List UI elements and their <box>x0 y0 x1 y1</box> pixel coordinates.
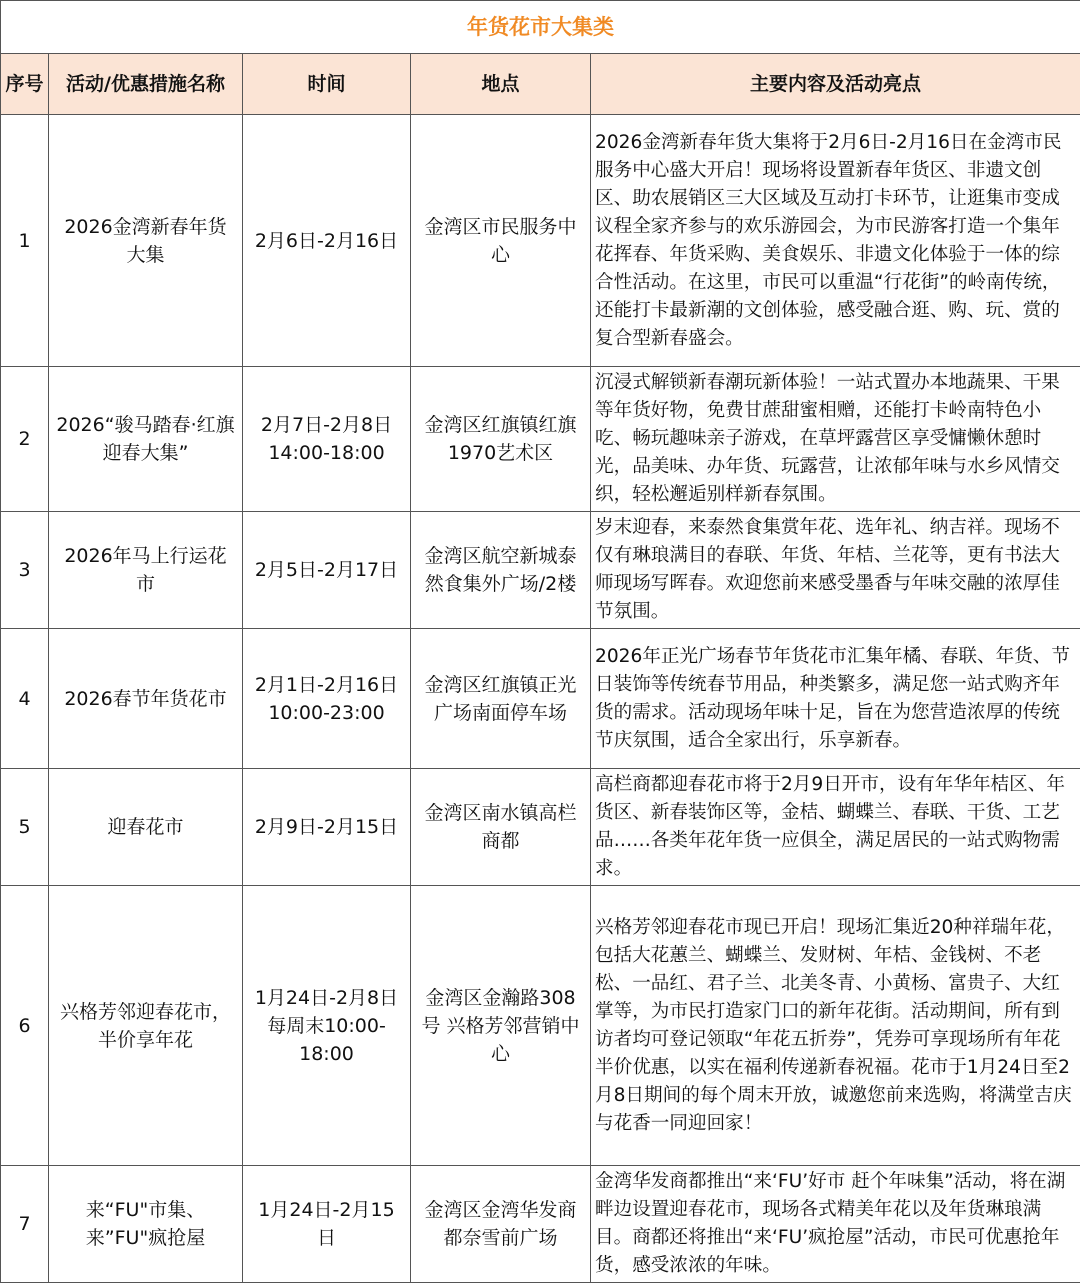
header-row <box>1 54 1080 115</box>
row-time: 2月7日-2月8日 14:00-18:00 <box>243 367 411 512</box>
row-no: 1 <box>1 115 49 367</box>
header-no: 序号 <box>1 54 49 115</box>
row-no: 6 <box>1 886 49 1166</box>
header-place: 地点 <box>411 54 591 115</box>
row-name: 2026春节年货花市 <box>49 629 243 769</box>
row-time: 1月24日-2月8日 每周末10:00-18:00 <box>243 886 411 1166</box>
table-row <box>1 629 1080 769</box>
row-place: 金湾区航空新城泰然食集外广场/2楼 <box>411 512 591 629</box>
row-time: 2月9日-2月15日 <box>243 769 411 886</box>
row-no: 7 <box>1 1166 49 1283</box>
row-time: 2月5日-2月17日 <box>243 512 411 629</box>
row-content: 岁末迎春，来泰然食集赏年花、选年礼、纳吉祥。现场不仅有琳琅满目的春联、年货、年桔、兰花等，更有书法大师现场写晖春。欢迎您前来感受墨香与年味交融的浓厚佳节氛围。 <box>591 512 1080 629</box>
row-place: 金湾区市民服务中心 <box>411 115 591 367</box>
row-content: 高栏商都迎春花市将于2月9日开市，设有年华年桔区、年货区、新春装饰区等，金桔、蝴蝶兰、春联、干货、工艺品……各类年花年货一应俱全，满足居民的一站式购物需求。 <box>591 769 1080 886</box>
row-name: 来“FU"市集、来”FU"疯抢屋 <box>49 1166 243 1283</box>
row-content: 兴格芳邻迎春花市现已开启！现场汇集近20种祥瑞年花，包括大花蕙兰、蝴蝶兰、发财树、年桔、金钱树、不老松、一品红、君子兰、北美冬青、小黄杨、富贵子、大红掌等，为市民打造家门口的新年花街。活动期间，所有到访者均可登记领取“年花五折券”，凭券可享现场所有年花半价优惠，以实在福利传递新春祝福。花市于1月24日至2月8日期间的每个周末开放，诚邀您前来选购，将满堂吉庆与花香一同迎回家！ <box>591 886 1080 1166</box>
header-content: 主要内容及活动亮点 <box>591 54 1080 115</box>
row-time: 2月1日-2月16日 10:00-23:00 <box>243 629 411 769</box>
row-name: 兴格芳邻迎春花市，半价享年花 <box>49 886 243 1166</box>
row-place: 金湾区红旗镇正光广场南面停车场 <box>411 629 591 769</box>
row-name: 2026“骏马踏春·红旗迎春大集” <box>49 367 243 512</box>
row-content: 金湾华发商都推出“来‘FU’好市 赶个年味集”活动，将在湖畔边设置迎春花市，现场各式精美年花以及年货琳琅满目。商都还将推出“来‘FU’疯抢屋”活动，市民可优惠抢年货，感受浓浓的年味。 <box>591 1166 1080 1283</box>
row-no: 4 <box>1 629 49 769</box>
row-no: 3 <box>1 512 49 629</box>
row-place: 金湾区南水镇高栏商都 <box>411 769 591 886</box>
header-time: 时间 <box>243 54 411 115</box>
table-row <box>1 769 1080 886</box>
row-place: 金湾区红旗镇红旗1970艺术区 <box>411 367 591 512</box>
table-row <box>1 115 1080 367</box>
row-place: 金湾区金瀚路308号 兴格芳邻营销中心 <box>411 886 591 1166</box>
row-name: 2026金湾新春年货大集 <box>49 115 243 367</box>
row-content: 2026年正光广场春节年货花市汇集年橘、春联、年货、节日装饰等传统春节用品，种类繁多，满足您一站式购齐年货的需求。活动现场年味十足，旨在为您营造浓厚的传统节庆氛围，适合全家出行，乐享新春。 <box>591 629 1080 769</box>
title-row <box>1 1 1080 54</box>
row-place: 金湾区金湾华发商都奈雪前广场 <box>411 1166 591 1283</box>
row-no: 2 <box>1 367 49 512</box>
row-time: 1月24日-2月15日 <box>243 1166 411 1283</box>
row-content: 沉浸式解锁新春潮玩新体验！一站式置办本地蔬果、干果等年货好物，免费甘蔗甜蜜相赠，还能打卡岭南特色小吃、畅玩趣味亲子游戏，在草坪露营区享受慵懒休憩时光，品美味、办年货、玩露营，让浓郁年味与水乡风情交织，轻松邂逅别样新春氛围。 <box>591 367 1080 512</box>
row-name: 迎春花市 <box>49 769 243 886</box>
table-row <box>1 367 1080 512</box>
table-title: 年货花市大集类 <box>1 1 1080 54</box>
row-no: 5 <box>1 769 49 886</box>
row-content: 2026金湾新春年货大集将于2月6日-2月16日在金湾市民服务中心盛大开启！现场将设置新春年货区、非遗文创区、助农展销区三大区域及互动打卡环节，让逛集市变成议程全家齐参与的欢乐游园会，为市民游客打造一个集年花挥春、年货采购、美食娱乐、非遗文化体验于一体的综合性活动。在这里，市民可以重温“行花街”的岭南传统，还能打卡最新潮的文创体验，感受融合逛、购、玩、赏的复合型新春盛会。 <box>591 115 1080 367</box>
row-name: 2026年马上行运花市 <box>49 512 243 629</box>
header-name: 活动/优惠措施名称 <box>49 54 243 115</box>
row-time: 2月6日-2月16日 <box>243 115 411 367</box>
table-row <box>1 512 1080 629</box>
table-row <box>1 1166 1080 1283</box>
table-row <box>1 886 1080 1166</box>
